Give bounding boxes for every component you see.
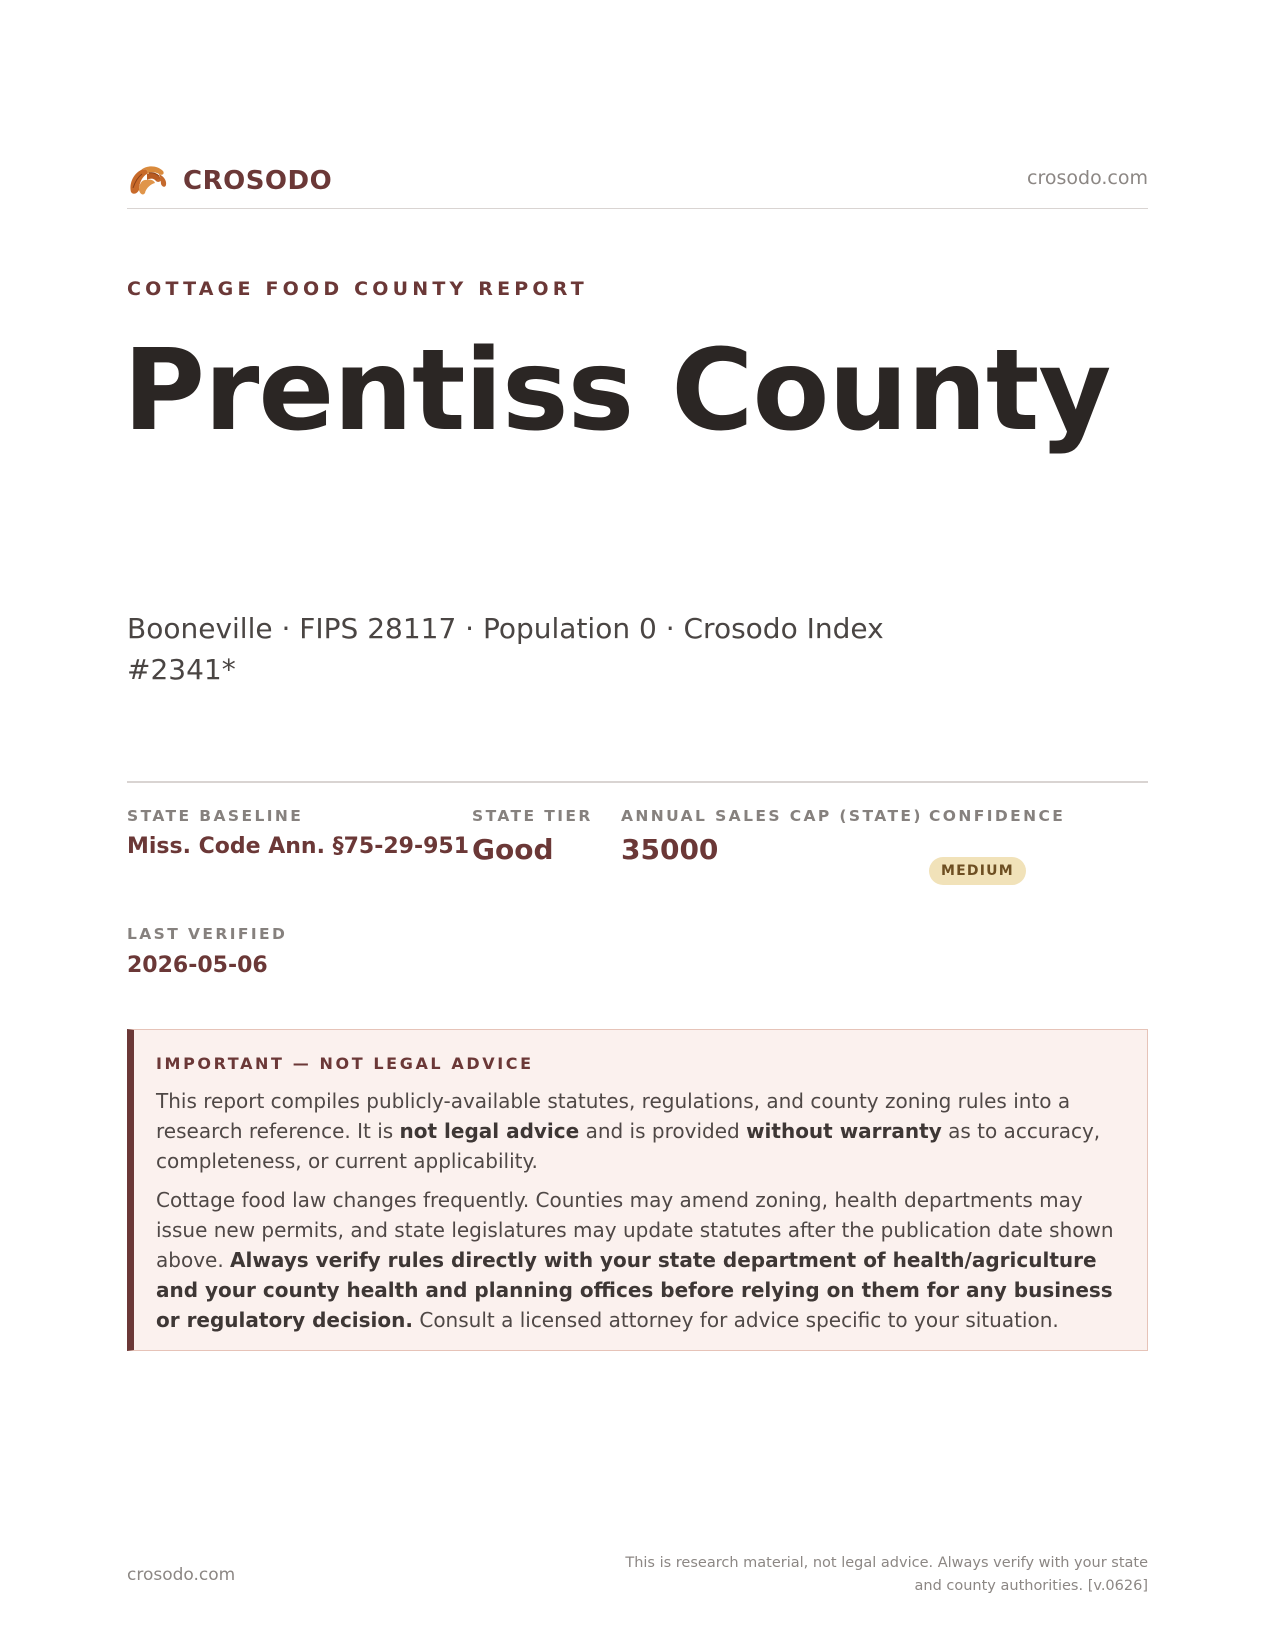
sales-cap-value: 35000	[621, 833, 719, 866]
notice-title: IMPORTANT — NOT LEGAL ADVICE	[156, 1054, 534, 1073]
report-eyebrow: COTTAGE FOOD COUNTY REPORT	[127, 278, 588, 300]
state-tier-label: STATE TIER	[472, 807, 593, 825]
last-verified-label: LAST VERIFIED	[127, 925, 288, 943]
confidence-label: CONFIDENCE	[929, 807, 1066, 825]
divider	[127, 781, 1148, 783]
site-link[interactable]: crosodo.com	[1027, 167, 1148, 189]
footer-link[interactable]: crosodo.com	[127, 1565, 236, 1585]
page-title: Prentiss County	[123, 326, 1111, 456]
confidence-badge: MEDIUM	[929, 857, 1026, 885]
notice-paragraph-2: Cottage food law changes frequently. Counties may amend zoning, health departments may issue new permits, and state legislatures may update statutes after the publication date shown above. Always verify rules directly with your state department of health/agriculture and your county health and planning offices before relying on them for any business or regulatory decision. Consult a licensed attorney for advice specific to your situation.	[156, 1188, 1114, 1332]
croissant-icon	[127, 162, 169, 200]
brand-name: CROSODO	[183, 166, 333, 196]
report-page	[123, 0, 1148, 1650]
state-baseline-value: Miss. Code Ann. §75-29-951	[127, 834, 470, 859]
footer-disclaimer: This is research material, not legal advice. Always verify with your state and county authorities. [v.0626]	[625, 1555, 1148, 1594]
state-tier-value: Good	[472, 833, 554, 866]
brand	[127, 162, 332, 200]
state-baseline-label: STATE BASELINE	[127, 807, 304, 825]
notice-paragraph-1: This report compiles publicly-available statutes, regulations, and county zoning rules into a research reference. It is not legal advice and is provided without warranty as to accuracy, completeness, or current applicability.	[156, 1089, 1101, 1173]
last-verified-value: 2026-05-06	[127, 953, 268, 978]
page-header	[127, 158, 1148, 209]
sales-cap-label: ANNUAL SALES CAP (STATE)	[621, 807, 923, 825]
legal-notice	[127, 1029, 1148, 1351]
page-subtitle: Booneville · FIPS 28117 · Population 0 · Crosodo Index #2341*	[127, 612, 884, 686]
